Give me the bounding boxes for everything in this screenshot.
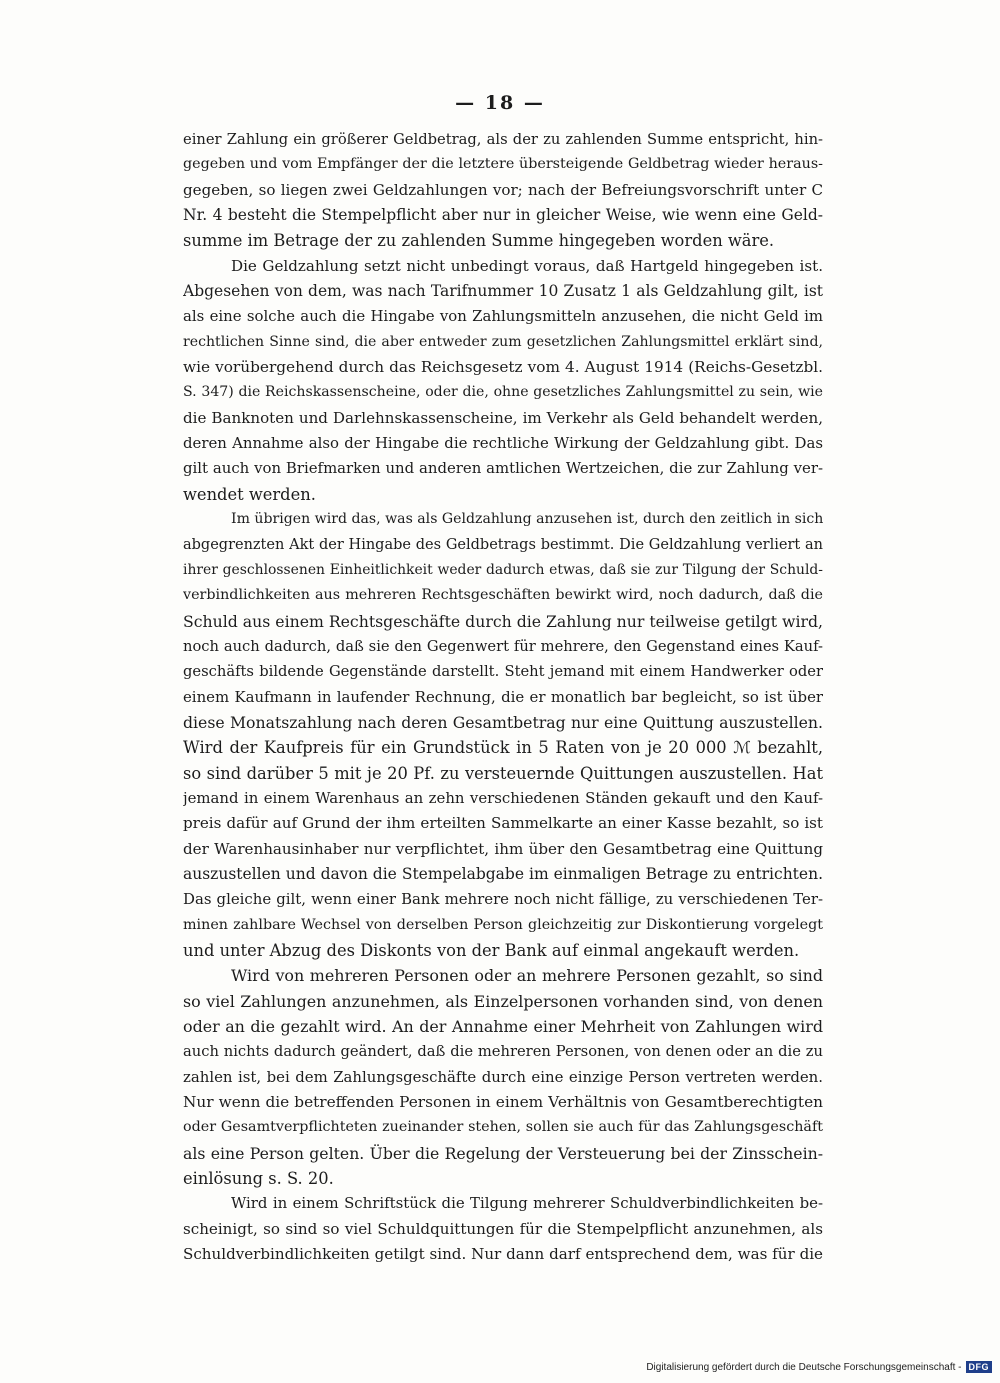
text-line: so viel Zahlungen anzunehmen, als Einzelpersonen vorhanden sind, von denen xyxy=(183,991,823,1011)
text-line: Das gleiche gilt, wenn einer Bank mehrere noch nicht fällige, zu verschiedenen Ter- xyxy=(183,890,823,909)
text-line: Im übrigen wird das, was als Geldzahlung anzusehen ist, durch den zeitlich in sich xyxy=(231,511,823,528)
text-line: Wird in einem Schriftstück die Tilgung mehrerer Schuldverbindlichkeiten be- xyxy=(231,1194,823,1213)
text-line: ihrer geschlossenen Einheitlichkeit weder dadurch etwas, daß sie zur Tilgung der Schuld- xyxy=(183,561,823,578)
paragraph-5 xyxy=(183,1191,823,1267)
text-line: Die Geldzahlung setzt nicht unbedingt voraus, daß Hartgeld hingegeben ist. xyxy=(231,256,823,275)
text-line: als eine solche auch die Hingabe von Zahlungsmitteln anzusehen, die nicht Geld im xyxy=(183,307,823,326)
text-line: oder an die gezahlt wird. An der Annahme einer Mehrheit von Zahlungen wird xyxy=(183,1017,823,1037)
text-line: abgegrenzten Akt der Hingabe des Geldbetrags bestimmt. Die Geldzahlung verliert an xyxy=(183,536,823,553)
text-line: Schuld aus einem Rechtsgeschäfte durch die Zahlung nur teilweise getilgt wird, xyxy=(183,611,823,631)
text-line: auch nichts dadurch geändert, daß die mehreren Personen, von denen oder an die zu xyxy=(183,1043,823,1061)
footer-credit: Digitalisierung gefördert durch die Deutsche Forschungsgemeinschaft - xyxy=(646,1361,962,1373)
paragraph-4 xyxy=(183,963,823,1191)
dfg-logo-icon: DFG xyxy=(966,1361,993,1373)
text-line: deren Annahme also der Hingabe die rechtliche Wirkung der Geldzahlung gibt. Das xyxy=(183,434,823,453)
text-line: geschäfts bildende Gegenstände darstellt. Steht jemand mit einem Handwerker oder xyxy=(183,663,823,681)
body-text xyxy=(183,127,823,1267)
text-line: preis dafür auf Grund der ihm erteilten Sammelkarte an einer Kasse bezahlt, so ist xyxy=(183,814,823,833)
text-line: gegeben und vom Empfänger der die letztere übersteigende Geldbetrag wieder heraus- xyxy=(183,156,823,173)
text-line: jemand in einem Warenhaus an zehn verschiedenen Ständen gekauft und den Kauf- xyxy=(183,788,823,807)
text-line: Nr. 4 besteht die Stempelpflicht aber nur in gleicher Weise, wie wenn eine Geld- xyxy=(183,206,823,225)
text-line: Abgesehen von dem, was nach Tarifnummer 10 Zusatz 1 als Geldzahlung gilt, ist xyxy=(183,282,823,301)
text-line: einem Kaufmann in laufender Rechnung, die er monatlich bar begleicht, so ist über xyxy=(183,687,823,706)
text-line: einer Zahlung ein größerer Geldbetrag, als der zu zahlenden Summe entspricht, hin- xyxy=(183,131,823,148)
text-line: scheinigt, so sind so viel Schuldquittungen für die Stempelpflicht anzunehmen, als xyxy=(183,1219,823,1238)
text-line: gegeben, so liegen zwei Geldzahlungen vor; nach der Befreiungsvorschrift unter C xyxy=(183,180,823,199)
text-line: Wird von mehreren Personen oder an mehrere Personen gezahlt, so sind xyxy=(231,966,823,986)
paragraph-1 xyxy=(183,127,823,254)
text-line: gilt auch von Briefmarken und anderen amtlichen Wertzeichen, die zur Zahlung ver- xyxy=(183,459,823,478)
text-line: Schuldverbindlichkeiten getilgt sind. Nur dann darf entsprechend dem, was für die xyxy=(183,1245,823,1264)
text-line: minen zahlbare Wechsel von derselben Person gleichzeitig zur Diskontierung vorgelegt xyxy=(183,916,823,933)
text-line: der Warenhausinhaber nur verpflichtet, ihm über den Gesamtbetrag eine Quittung xyxy=(183,839,823,858)
text-line: summe im Betrage der zu zahlenden Summe hingegeben worden wäre. xyxy=(183,231,775,251)
text-line: so sind darüber 5 mit je 20 Pf. zu versteuernde Quittungen auszustellen. Hat xyxy=(183,763,823,783)
text-line: Nur wenn die betreffenden Personen in einem Verhältnis von Gesamtberechtigten xyxy=(183,1093,823,1112)
text-line: Wird der Kaufpreis für ein Grundstück in 5 Raten von je 20 000 ℳ bezahlt, xyxy=(183,738,823,758)
text-line: oder Gesamtverpflichteten zueinander stehen, sollen sie auch für das Zahlungsgeschäft xyxy=(183,1119,823,1136)
text-line: auszustellen und davon die Stempelabgabe im einmaligen Betrage zu entrichten. xyxy=(183,864,823,883)
paragraph-2 xyxy=(183,254,823,507)
text-line: die Banknoten und Darlehnskassenscheine, im Verkehr als Geld behandelt werden, xyxy=(183,408,823,427)
text-line: als eine Person gelten. Über die Regelung der Versteuerung bei der Zinsschein- xyxy=(183,1143,823,1163)
digitization-footer xyxy=(646,1361,992,1373)
text-line: einlösung s. S. 20. xyxy=(183,1169,334,1189)
paragraph-3 xyxy=(183,507,823,963)
text-line: verbindlichkeiten aus mehreren Rechtsgeschäften bewirkt wird, noch dadurch, daß die xyxy=(183,587,823,604)
text-line: und unter Abzug des Diskonts von der Bank auf einmal angekauft werden. xyxy=(183,941,800,960)
text-line: noch auch dadurch, daß sie den Gegenwert für mehrere, den Gegenstand eines Kauf- xyxy=(183,637,823,655)
text-line: S. 347) die Reichskassenscheine, oder die, ohne gesetzliches Zahlungsmittel zu sein, wie xyxy=(183,384,823,401)
text-line: diese Monatszahlung nach deren Gesamtbetrag nur eine Quittung auszustellen. xyxy=(183,712,823,732)
text-line: rechtlichen Sinne sind, die aber entweder zum gesetzlichen Zahlungsmittel erklärt sind, xyxy=(183,333,823,350)
page-number: — 18 — xyxy=(455,92,545,114)
text-line: wie vorübergehend durch das Reichsgesetz vom 4. August 1914 (Reichs-Gesetzbl. xyxy=(183,358,823,377)
text-line: zahlen ist, bei dem Zahlungsgeschäfte durch eine einzige Person vertreten werden. xyxy=(183,1067,823,1086)
text-line: wendet werden. xyxy=(183,484,316,504)
